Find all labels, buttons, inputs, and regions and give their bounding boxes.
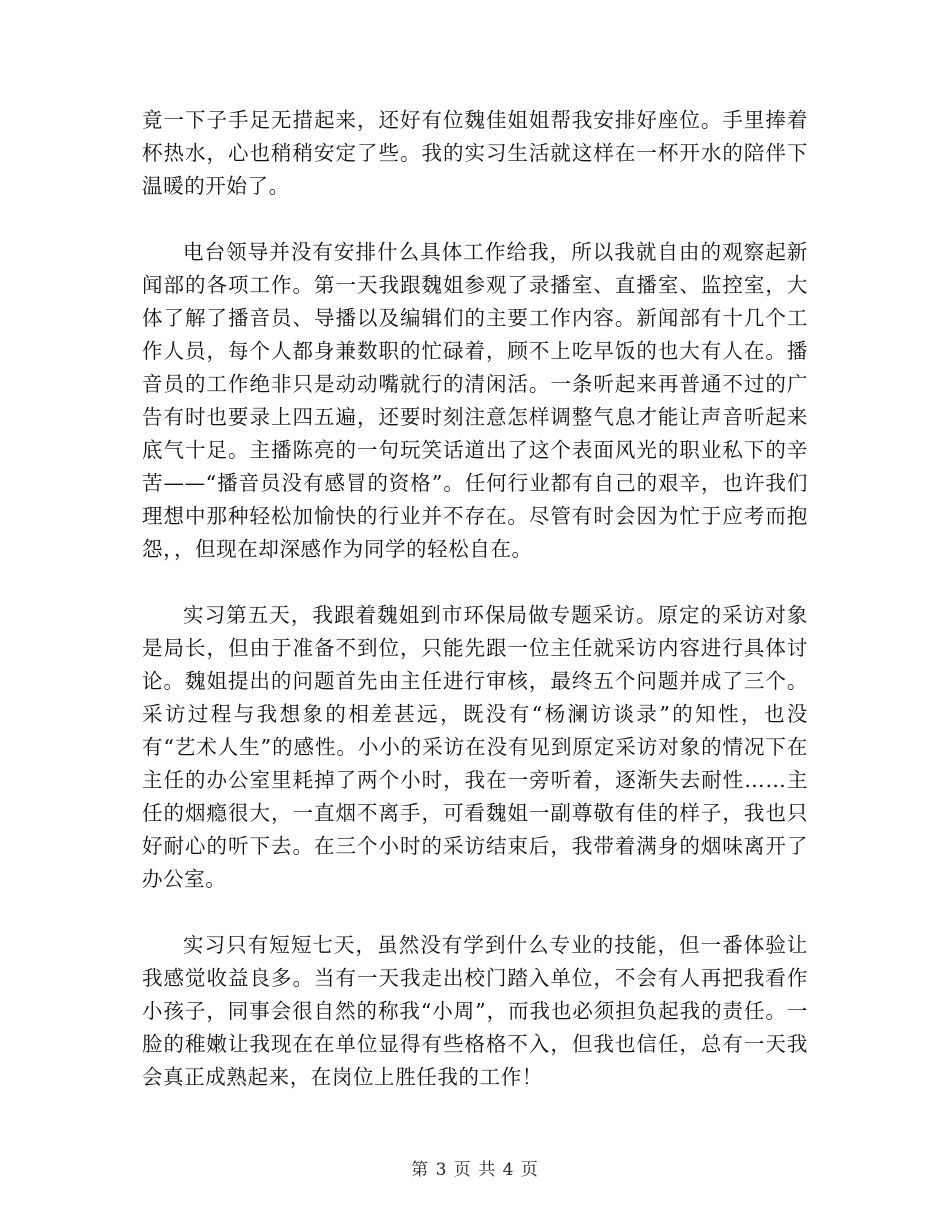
- paragraph-continuation: 竟一下子手足无措起来，还好有位魏佳姐姐帮我安排好座位。手里捧着杯热水，心也稍稍安定了些。我的实习生活就这样在一杯开水的陪伴下温暖的开始了。: [142, 108, 808, 198]
- paragraph-news-department: 电台领导并没有安排什么具体工作给我，所以我就自由的观察起新闻部的各项工作。第一天我跟魏姐参观了录播室、直播室、监控室，大体了解了播音员、导播以及编辑们的主要工作内容。新闻部有十几个工作人员，每个人都身兼数职的忙碌着，顾不上吃早饭的也大有人在。播音员的工作绝非只是动动嘴就行的清闲活。一条听起来再普通不过的广告有时也要录上四五遍，还要时刻注意怎样调整气息才能让声音听起来底气十足。主播陈亮的一句玩笑话道出了这个表面风光的职业私下的辛苦——“播音员没有感冒的资格”。任何行业都有自己的艰辛，也许我们理想中那种轻松加愉快的行业并不存在。尽管有时会因为忙于应考而抱怨，，但现在却深感作为同学的轻松自在。: [142, 240, 808, 561]
- page-number-footer: 第 3 页 共 4 页: [411, 1160, 539, 1180]
- document-body: [142, 104, 808, 1127]
- paragraph-interview: 实习第五天，我跟着魏姐到市环保局做专题采访。原定的采访对象是局长，但由于准备不到位，只能先跟一位主任就采访内容进行具体讨论。魏姐提出的问题首先由主任进行审核，最终五个问题并成了三个。采访过程与我想象的相差甚远，既没有“杨澜访谈录”的知性，也没有“艺术人生”的感性。小小的采访在没有见到原定采访对象的情况下在主任的办公室里耗掉了两个小时，我在一旁听着，逐渐失去耐性……主任的烟瘾很大，一直烟不离手，可看魏姐一副尊敬有佳的样子，我也只好耐心的听下去。在三个小时的采访结束后，我带着满身的烟味离开了办公室。: [142, 603, 808, 891]
- paragraph-conclusion: 实习只有短短七天，虽然没有学到什么专业的技能，但一番体验让我感觉收益良多。当有一天我走出校门踏入单位，不会有人再把我看作小孩子，同事会很自然的称我“小周”，而我也必须担负起我的责任。一脸的稚嫩让我现在在单位显得有些格格不入，但我也信任，总有一天我会真正成熟起来，在岗位上胜任我的工作！: [142, 933, 808, 1089]
